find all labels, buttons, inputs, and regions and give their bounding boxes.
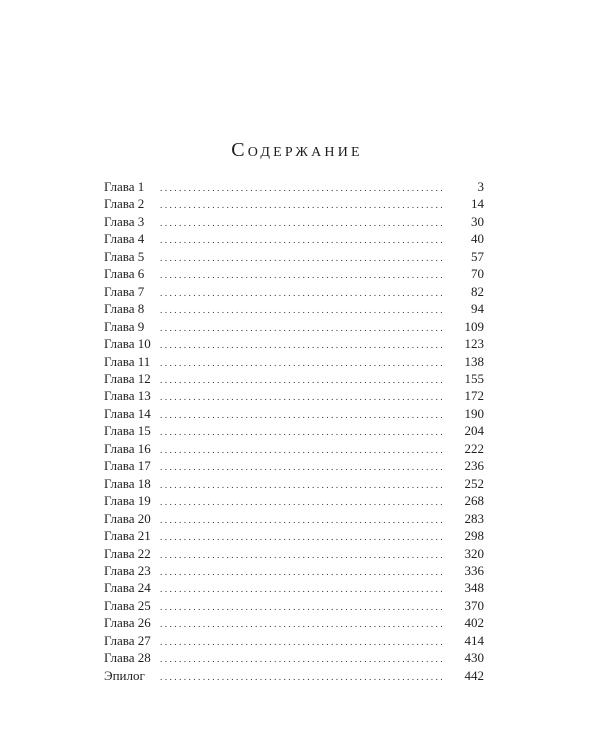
toc-entry: [104, 370, 484, 387]
toc-entry-label: Глава 5: [104, 248, 145, 264]
toc-dot-leader: [160, 198, 444, 215]
toc-entry: [104, 405, 484, 422]
toc-dot-leader: [160, 303, 444, 320]
toc-entry-label: Глава 18: [104, 475, 151, 491]
toc-dot-leader: [160, 321, 444, 338]
toc-entry: [104, 265, 484, 282]
toc-entry-label: Глава 7: [104, 283, 145, 299]
toc-dot-leader: [160, 635, 444, 652]
toc-entry-label: Глава 10: [104, 336, 151, 352]
toc-entry-page-number: 370: [464, 597, 484, 613]
toc-entry: [104, 579, 484, 596]
toc-entry-label: Глава 23: [104, 562, 151, 578]
toc-dot-leader: [160, 425, 444, 442]
toc-entry-page-number: 123: [464, 336, 484, 352]
toc-entry-label: Глава 26: [104, 615, 151, 631]
toc-entry: [104, 614, 484, 631]
toc-entry-page-number: 190: [464, 405, 484, 421]
toc-entry-page-number: 430: [464, 650, 484, 666]
toc-entry-page-number: 70: [471, 266, 484, 282]
toc-dot-leader: [160, 181, 444, 198]
toc-entry-label: Глава 22: [104, 545, 151, 561]
toc-entry-page-number: 268: [464, 493, 484, 509]
toc-entry: [104, 213, 484, 230]
toc-entry: [104, 283, 484, 300]
toc-dot-leader: [160, 251, 444, 268]
toc-dot-leader: [160, 286, 444, 303]
toc-entry-label: Глава 24: [104, 580, 151, 596]
toc-entry: [104, 387, 484, 404]
toc-entry-label: Глава 1: [104, 179, 145, 194]
toc-entry-label: Глава 15: [104, 423, 151, 439]
toc-entry-label: Глава 3: [104, 213, 145, 229]
toc-entry: [104, 248, 484, 265]
toc-entry-page-number: 94: [471, 301, 484, 317]
toc-entry-label: Глава 11: [104, 353, 151, 369]
toc-entry-page-number: 298: [464, 528, 484, 544]
toc-dot-leader: [160, 530, 444, 547]
toc-dot-leader: [160, 233, 444, 250]
toc-entry-page-number: 222: [464, 440, 484, 456]
toc-entry-page-number: 40: [471, 231, 484, 247]
toc-entry-page-number: 14: [471, 196, 484, 212]
toc-dot-leader: [160, 670, 444, 687]
toc-entry: [104, 510, 484, 527]
toc-dot-leader: [160, 548, 444, 565]
toc-list: [104, 178, 484, 684]
toc-entry: [104, 649, 484, 666]
toc-entry-label: Глава 21: [104, 528, 151, 544]
toc-dot-leader: [160, 216, 444, 233]
toc-entry-label: Глава 9: [104, 318, 145, 334]
toc-entry: [104, 195, 484, 212]
toc-entry: [104, 562, 484, 579]
toc-dot-leader: [160, 356, 444, 373]
toc-entry-page-number: 30: [471, 213, 484, 229]
toc-entry: [104, 353, 484, 370]
toc-entry-label: Глава 13: [104, 388, 151, 404]
toc-dot-leader: [160, 513, 444, 530]
toc-entry: [104, 318, 484, 335]
toc-entry: [104, 300, 484, 317]
toc-entry-page-number: 336: [464, 562, 484, 578]
toc-entry-page-number: 204: [464, 423, 484, 439]
toc-dot-leader: [160, 495, 444, 512]
toc-entry-label: Эпилог: [104, 667, 145, 683]
toc-entry-page-number: 442: [464, 667, 484, 683]
toc-entry: [104, 527, 484, 544]
toc-entry-label: Глава 17: [104, 458, 151, 474]
toc-entry-page-number: 252: [464, 475, 484, 491]
toc-entry-label: Глава 20: [104, 510, 151, 526]
toc-entry-page-number: 3: [477, 179, 484, 194]
toc-entry-label: Глава 4: [104, 231, 145, 247]
toc-dot-leader: [160, 443, 444, 460]
toc-entry-label: Глава 14: [104, 405, 151, 421]
toc-entry: [104, 492, 484, 509]
toc-title: Содержание: [231, 139, 363, 161]
toc-entry-label: Глава 6: [104, 266, 145, 282]
toc-entry-label: Глава 12: [104, 370, 151, 386]
toc-entry-page-number: 236: [464, 458, 484, 474]
toc-entry-page-number: 414: [464, 632, 484, 648]
toc-entry: [104, 457, 484, 474]
toc-dot-leader: [160, 582, 444, 599]
toc-entry-page-number: 320: [464, 545, 484, 561]
toc-entry: [104, 597, 484, 614]
toc-entry-label: Глава 19: [104, 493, 151, 509]
toc-entry-label: Глава 2: [104, 196, 145, 212]
toc-entry-page-number: 155: [464, 370, 484, 386]
toc-entry-label: Глава 27: [104, 632, 151, 648]
toc-entry: [104, 667, 484, 684]
toc-entry-label: Глава 8: [104, 301, 145, 317]
toc-dot-leader: [160, 565, 444, 582]
toc-entry-label: Глава 28: [104, 650, 151, 666]
toc-dot-leader: [160, 478, 444, 495]
toc-entry-page-number: 283: [464, 510, 484, 526]
toc-entry: [104, 178, 484, 195]
toc-entry-page-number: 172: [464, 388, 484, 404]
toc-dot-leader: [160, 460, 444, 477]
toc-entry: [104, 422, 484, 439]
toc-entry-page-number: 109: [464, 318, 484, 334]
toc-entry-page-number: 138: [464, 353, 484, 369]
toc-entry-label: Глава 25: [104, 597, 151, 613]
toc-entry: [104, 230, 484, 247]
toc-entry-page-number: 57: [471, 248, 484, 264]
toc-entry: [104, 440, 484, 457]
toc-entry: [104, 475, 484, 492]
toc-dot-leader: [160, 373, 444, 390]
toc-dot-leader: [160, 268, 444, 285]
toc-entry: [104, 545, 484, 562]
toc-dot-leader: [160, 390, 444, 407]
toc-dot-leader: [160, 600, 444, 617]
toc-entry-page-number: 82: [471, 283, 484, 299]
toc-entry: [104, 335, 484, 352]
toc-entry: [104, 632, 484, 649]
toc-dot-leader: [160, 652, 444, 669]
toc-entry-page-number: 402: [464, 615, 484, 631]
toc-entry-page-number: 348: [464, 580, 484, 596]
toc-dot-leader: [160, 338, 444, 355]
toc-dot-leader: [160, 408, 444, 425]
toc-dot-leader: [160, 617, 444, 634]
toc-entry-label: Глава 16: [104, 440, 151, 456]
